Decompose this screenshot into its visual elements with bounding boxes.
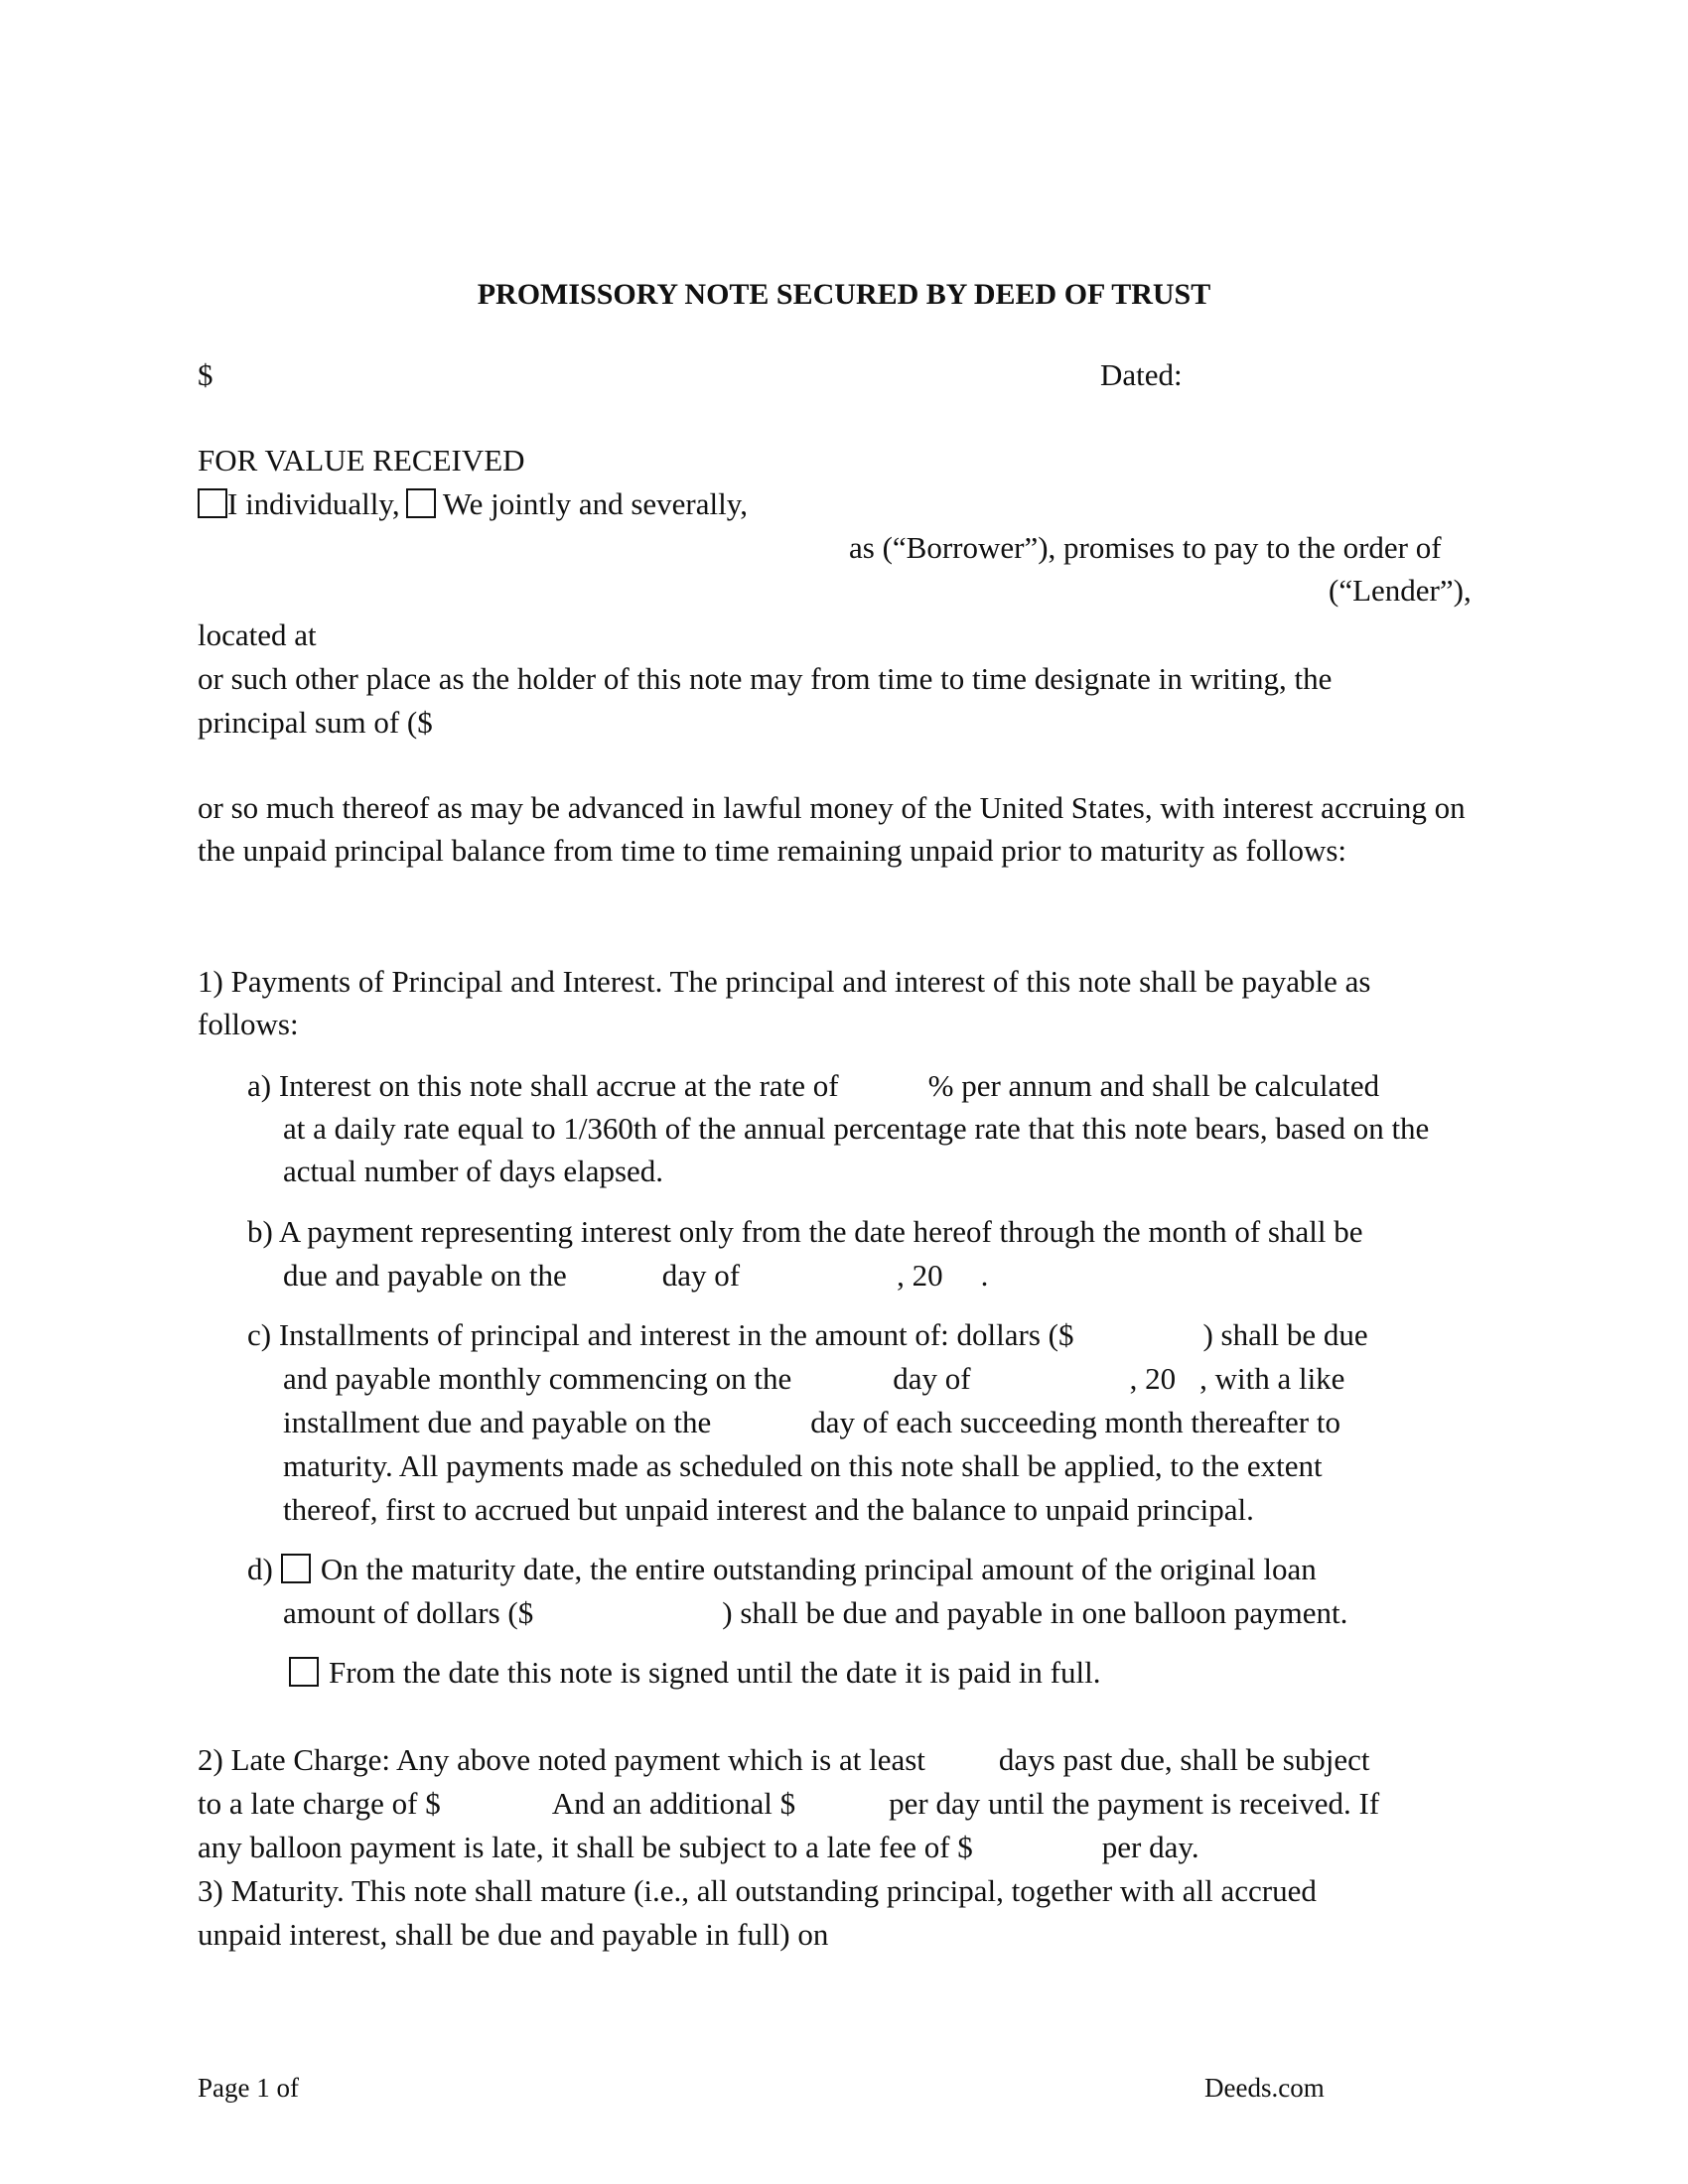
value-received: FOR VALUE RECEIVED [198, 443, 525, 478]
item-d-line3 [289, 1651, 1100, 1694]
item-c-text10: thereof, first to accrued but unpaid interest and the balance to unpaid principal. [283, 1492, 1254, 1527]
item-d-line2 [283, 1591, 1347, 1634]
item-c-text7: installment due and payable on the [283, 1405, 712, 1439]
balloon-checkbox[interactable] [281, 1554, 311, 1583]
item-c-text4: day of [893, 1361, 971, 1396]
individually-checkbox[interactable] [198, 488, 227, 518]
individually-label: I individually, [227, 486, 400, 521]
dated-label: Dated: [1100, 357, 1183, 392]
item-c-line1 [247, 1313, 1368, 1356]
section-2-line1 [198, 1738, 1370, 1781]
item-c-line3 [283, 1401, 1340, 1443]
lawful-money-paragraph: or so much thereof as may be advanced in lawful money of the United States, with interest accruing on the unpaid principal balance from time to time remaining unpaid prior to maturity as follows: [198, 790, 1466, 869]
item-c-text9: maturity. All payments made as scheduled on this note shall be applied, to the extent [283, 1448, 1323, 1483]
item-c-text3: and payable monthly commencing on the [283, 1361, 792, 1396]
item-a-text1: a) Interest on this note shall accrue at the rate of [247, 1068, 839, 1103]
item-c-text8: day of each succeeding month thereafter to [810, 1405, 1340, 1439]
item-b-line2 [283, 1254, 988, 1297]
item-a-text2: % per annum and shall be calculated [927, 1068, 1380, 1103]
item-b-text3: day of [661, 1258, 741, 1293]
item-d-line1 [247, 1548, 1317, 1590]
section-3-text1: 3) Maturity. This note shall mature (i.e., all outstanding principal, together with all accrued [198, 1873, 1317, 1908]
item-d-text1: On the maturity date, the entire outstanding principal amount of the original loan [320, 1552, 1317, 1586]
item-a-text3: at a daily rate equal to 1/360th of the annual percentage rate that this note bears, based on the actual number of days elapsed. [283, 1111, 1430, 1189]
item-c-text1: c) Installments of principal and interest in the amount of: dollars ($ [247, 1317, 1074, 1352]
lender-label: (“Lender”), [1329, 573, 1472, 608]
item-b-text2: due and payable on the [283, 1258, 567, 1293]
principal-sum: principal sum of ($ [198, 705, 433, 740]
item-c-line2 [283, 1357, 1344, 1400]
located-at: located at [198, 617, 317, 652]
item-c-text6: , with a like [1199, 1361, 1345, 1396]
item-c-text2: ) shall be due [1202, 1317, 1368, 1352]
item-d-text3: ) shall be due and payable in one balloon payment. [722, 1595, 1348, 1630]
section-2-line2 [198, 1782, 1379, 1825]
section-2-text5: per day until the payment is received. If [889, 1786, 1380, 1821]
item-c-text5: , 20 [1129, 1361, 1177, 1396]
footer-site: Deeds.com [1204, 2073, 1325, 2103]
section-2-text3: to a late charge of $ [198, 1786, 441, 1821]
footer-page-number: Page 1 of [198, 2073, 299, 2103]
section-2-text1: 2) Late Charge: Any above noted payment which is at least [198, 1742, 925, 1777]
section-2-text7: per day. [1101, 1830, 1199, 1864]
borrower-clause: as (“Borrower”), promises to pay to the order of [849, 530, 1442, 565]
section-1-heading: 1) Payments of Principal and Interest. The principal and interest of this note shall be payable as follows: [198, 964, 1371, 1042]
section-2-text4: And an additional $ [551, 1786, 796, 1821]
item-b-text4: , 20 [897, 1258, 943, 1293]
jointly-checkbox[interactable] [406, 488, 436, 518]
section-2-text2: days past due, shall be subject [998, 1742, 1370, 1777]
item-d-label: d) [247, 1552, 273, 1586]
item-d-option2: From the date this note is signed until the date it is paid in full. [329, 1655, 1101, 1690]
item-d-text2: amount of dollars ($ [283, 1595, 534, 1630]
jointly-label: We jointly and severally, [442, 486, 748, 521]
item-b-text1: b) A payment representing interest only from the date hereof through the month of shall be [247, 1214, 1363, 1249]
section-3-text2: unpaid interest, shall be due and payable in full) on [198, 1917, 829, 1952]
section-2-line3 [198, 1826, 1199, 1868]
amount-dollar-sign: $ [198, 357, 213, 392]
place-clause: or such other place as the holder of this note may from time to time designate in writing, the [198, 661, 1333, 696]
full-term-checkbox[interactable] [289, 1657, 319, 1687]
item-a-line1 [247, 1064, 1379, 1107]
borrower-options [198, 482, 748, 525]
section-2-text6: any balloon payment is late, it shall be subject to a late fee of $ [198, 1830, 973, 1864]
item-b-text5: . [980, 1258, 989, 1293]
document-title: PROMISSORY NOTE SECURED BY DEED OF TRUST [477, 278, 1211, 311]
